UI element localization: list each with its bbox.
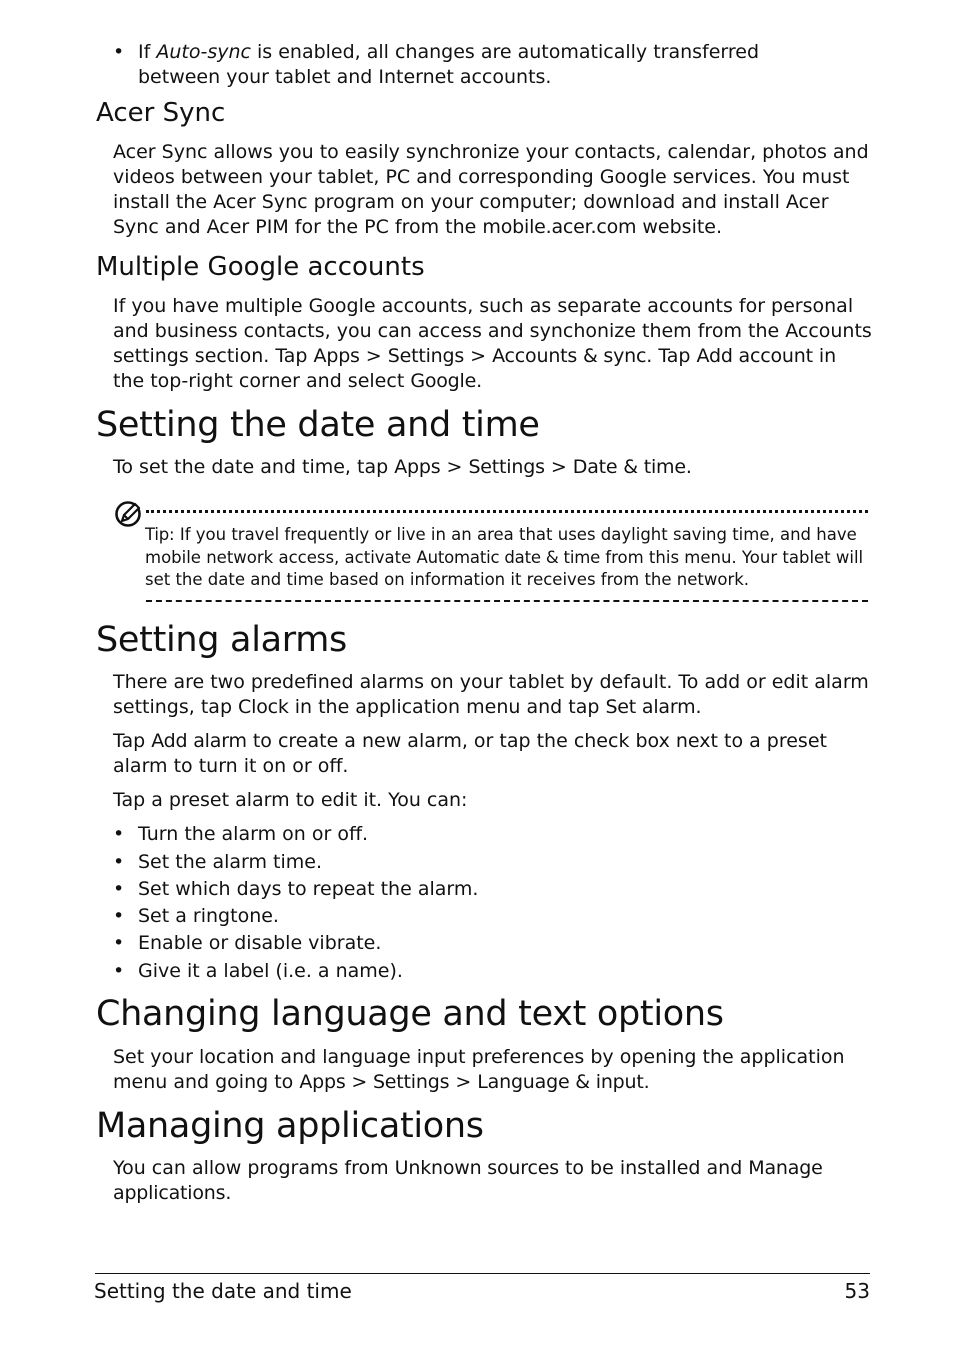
alarms-paragraph-3: Tap a preset alarm to edit it. You can: (113, 789, 468, 811)
ui-term-accounts-sync: Accounts & sync (492, 345, 647, 367)
managing-text-1: You can allow programs from (113, 1157, 395, 1179)
list-item (113, 931, 381, 956)
separator: > (544, 456, 573, 478)
multiple-google-heading: Multiple Google accounts (96, 252, 425, 282)
ui-term-set-alarm: Set alarm (605, 696, 696, 718)
acer-sync-heading: Acer Sync (96, 98, 226, 128)
ui-term-manage-applications: Manage applications (113, 1157, 823, 1204)
date-time-heading: Setting the date and time (96, 405, 540, 445)
date-time-text-2: . (685, 456, 692, 478)
bullet-marker: • (113, 932, 125, 954)
bullet-marker: • (113, 905, 125, 927)
multiple-google-text-4: . (476, 370, 483, 392)
separator: > (440, 456, 469, 478)
alarms-text-2: in the application menu and tap (288, 696, 606, 718)
multiple-google-text-3: in the top-right corner and select (113, 345, 837, 392)
tip-paragraph (145, 524, 870, 592)
bullet-marker: • (113, 823, 125, 845)
footer-section-title: Setting the date and time (94, 1279, 352, 1303)
language-text-2: . (643, 1071, 650, 1093)
tip-label: Tip (145, 525, 170, 544)
ui-term-automatic-date-time: Automatic date & time (416, 547, 601, 567)
alarms-text-1: There are two predefined alarms on your tablet by default. To add or edit alarm settings, tap (113, 671, 869, 718)
list-item-text: Set which days to repeat the alarm. (138, 878, 479, 900)
managing-text-3: . (225, 1182, 232, 1204)
list-item-text: Enable or disable vibrate. (138, 932, 382, 954)
language-heading: Changing language and text options (96, 994, 724, 1034)
alarms-paragraph-2 (113, 729, 873, 779)
tip-top-divider (146, 510, 868, 513)
multiple-google-paragraph (113, 294, 873, 394)
list-item (113, 822, 368, 847)
alarms-text-5: to create a new alarm, or tap the check box next to a preset alarm to turn it on or off. (113, 730, 827, 777)
language-paragraph (113, 1045, 873, 1095)
list-item (113, 877, 478, 902)
alarms-paragraph-1 (113, 670, 873, 720)
ui-term-date-time: Date & time (572, 456, 686, 478)
list-item-text: Give it a label (i.e. a name). (138, 960, 403, 982)
date-time-paragraph (113, 455, 873, 480)
list-item (113, 850, 322, 875)
list-item-text: Set the alarm time. (138, 851, 323, 873)
acer-sync-after: website. (636, 216, 723, 238)
ui-term-language-input: Language & input (477, 1071, 644, 1093)
acer-sync-paragraph (113, 140, 873, 240)
managing-heading: Managing applications (96, 1106, 484, 1146)
managing-paragraph (113, 1156, 873, 1206)
page-number: 53 (844, 1279, 870, 1303)
intro-bullet (113, 40, 873, 65)
language-text-1: Set your location and language input preferences by opening the application menu and going to (113, 1046, 845, 1093)
ui-term-unknown-sources: Unknown sources (394, 1157, 559, 1179)
ui-term-settings: Settings (468, 456, 545, 478)
ui-term-apps: Apps (394, 456, 441, 478)
separator: > (464, 345, 493, 367)
intro-bullet-continuation: between your tablet and Internet accounts. (138, 66, 552, 88)
pencil-icon (114, 499, 144, 529)
ui-term-clock: Clock (238, 696, 289, 718)
alarms-heading: Setting alarms (96, 620, 347, 660)
ui-term-add-alarm: Add alarm (151, 730, 247, 752)
managing-text-2: to be installed and (558, 1157, 749, 1179)
multiple-google-text-2: . Tap (646, 345, 697, 367)
alarms-text-4: Tap (113, 730, 152, 752)
bullet-marker: • (113, 41, 125, 63)
ui-term-settings: Settings (387, 345, 465, 367)
intro-bullet-text-2: is enabled, all changes are automatically transferred (250, 41, 760, 63)
ui-term-apps-settings: Apps > Settings (299, 1071, 450, 1093)
acer-website-link: mobile.acer.com (482, 216, 637, 238)
tip-bottom-divider (146, 600, 868, 602)
ui-term-google: Google (410, 370, 477, 392)
ui-term-add-account: Add account (696, 345, 813, 367)
list-item (113, 904, 279, 929)
bullet-marker: • (113, 851, 125, 873)
list-item-text: Set a ringtone. (138, 905, 279, 927)
bullet-marker: • (113, 878, 125, 900)
ui-term-apps: Apps (313, 345, 360, 367)
intro-bullet-text-1: If (138, 41, 157, 63)
separator: > (449, 1071, 478, 1093)
date-time-text-1: To set the date and time, tap (113, 456, 395, 478)
list-item-text: Turn the alarm on or off. (138, 823, 369, 845)
tip-text-1: : If you travel frequently or live in an area that uses daylight saving time, and have mobile network access, activate (145, 525, 857, 567)
auto-sync-term: Auto-sync (156, 41, 251, 63)
list-item (113, 959, 403, 984)
acer-sync-body: Acer Sync allows you to easily synchronize your contacts, calendar, photos and videos between your tablet, PC and corresponding Google services. You must install the Acer Sync program on your computer; download and install Acer Sync and Acer PIM for the PC from the (113, 141, 869, 238)
alarms-text-3: . (695, 696, 702, 718)
footer-rule (95, 1273, 870, 1274)
separator: > (359, 345, 388, 367)
multiple-google-text-1: If you have multiple Google accounts, such as separate accounts for personal and business contacts, you can access and synchonize them from the Accounts settings section. Tap (113, 295, 872, 367)
tip-text-2: from this menu. Your tablet will set the date and time based on information it receives from the network. (145, 547, 864, 589)
bullet-marker: • (113, 960, 125, 982)
